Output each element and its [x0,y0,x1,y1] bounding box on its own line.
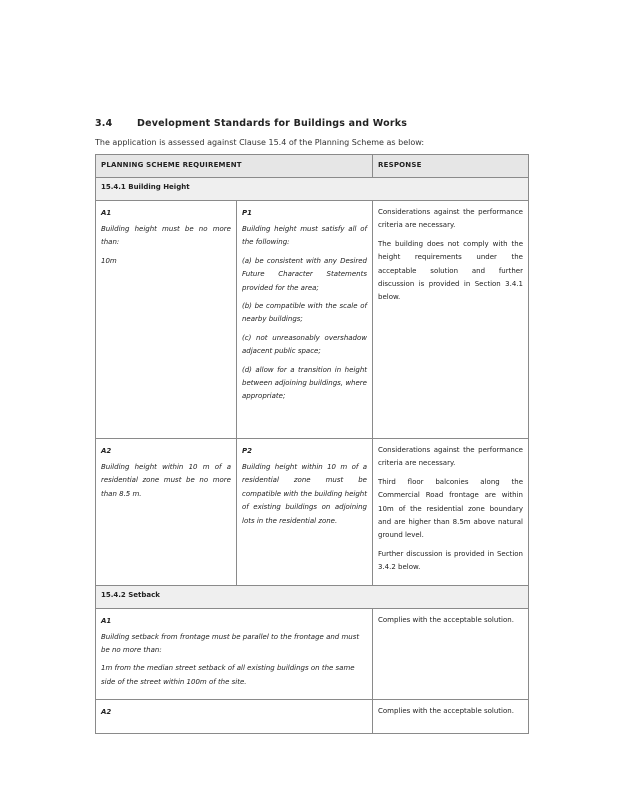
acceptable-solution-cell [96,439,237,586]
section-row-setback [96,585,529,608]
acceptable-solution-cell [96,608,373,700]
header-requirement: PLANNING SCHEME REQUIREMENT [96,155,373,178]
intro-text: The application is assessed against Clause 15.4 of the Planning Scheme as below: [95,138,425,147]
clause-text: (c) not unreasonably overshadow adjacent public space; [242,333,367,356]
response-cell [373,608,529,700]
clause-text: Building height must satisfy all of the following: [242,225,367,247]
clause-text: 1m from the median street setback of all existing buildings on the same side of the street within 100m of the site. [101,664,355,686]
clause-text: Building height within 10 m of a residential zone must be compatible with the building height of existing buildings on adjoining lots in the residential zone. [242,463,367,525]
standards-table [95,154,529,734]
table-header-row [96,155,529,178]
response-text: The building does not comply with the height requirements under the acceptable solution and further discussion is provided in Section 3.4.1 below. [378,239,523,302]
response-text: Considerations against the performance criteria are necessary. [378,208,523,230]
performance-criteria-cell [237,201,373,439]
response-text: Complies with the acceptable solution. [378,615,514,624]
clause-text: Building height within 10 m of a residential zone must be no more than 8.5 m. [101,463,231,498]
section-heading [95,118,407,129]
response-text: Complies with the acceptable solution. [378,707,514,716]
header-response: RESPONSE [373,155,529,178]
table-row [96,608,529,700]
response-text: Further discussion is provided in Section 3.4.2 below. [378,549,523,572]
table-row [96,439,529,586]
section-row-building-height [96,178,529,201]
clause-text: (d) allow for a transition in height between adjoining buildings, where appropriate; [242,365,367,401]
table-row [96,700,529,734]
clause-code: P2 [242,447,253,455]
response-text: Considerations against the performance criteria are necessary. [378,446,523,468]
clause-text: (b) be compatible with the scale of nearby buildings; [242,302,367,324]
section-number: 3.4 [95,118,113,129]
acceptable-solution-cell [96,700,373,734]
response-cell [373,201,529,439]
clause-text: Building height must be no more than: [101,225,231,247]
clause-text: Building setback from frontage must be parallel to the frontage and must be no more than: [101,632,360,655]
section-title: Development Standards for Buildings and Works [137,118,408,129]
response-cell [373,439,529,586]
clause-code: A1 [101,209,112,217]
clause-code: P1 [242,209,253,217]
clause-code: A2 [101,708,112,717]
table-row [96,201,529,439]
response-cell [373,700,529,734]
clause-code: A2 [101,447,112,455]
performance-criteria-cell [237,439,373,586]
section-title-setback: 15.4.2 Setback [96,585,529,608]
clause-text: 10m [101,256,117,265]
acceptable-solution-cell [96,201,237,439]
clause-text: (a) be consistent with any Desired Future Character Statements provided for the area; [242,256,367,292]
response-text: Third floor balconies along the Commercial Road frontage are within 10m of the residential zone boundary and are higher than 8.5m above natural ground level. [378,477,523,540]
clause-code: A1 [101,616,112,625]
section-title-building-height: 15.4.1 Building Height [96,178,529,201]
